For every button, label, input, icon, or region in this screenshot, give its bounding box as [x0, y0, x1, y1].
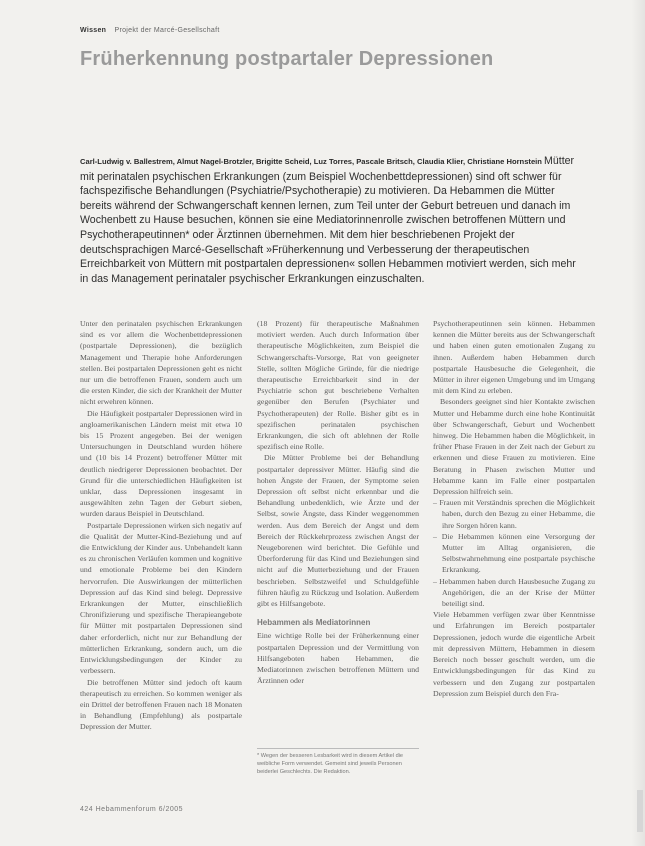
- body-paragraph: Die Mütter Probleme bei der Behandlung postpartaler depressiver Mütter. Häufig sind die hohen Ängste der Frauen, der Symptome seien Depression oft selbst nicht erkennbar und die Behandlung unbedenklich, wie Ärzte und der Selbst, sowie Ängste, dass Kinder weggenommen werden. Aus dem Bereich der Angst und dem Bereich der Rückkehrprozess zwischen Angst der Neugeborenen wird berichtet. Die Gefühle und Überforderung für das Kind und Beziehungen sind nicht auf die Mutterbeziehung und der Frauen beschrieben. Selbstzweifel und Schuldgefühle führen häufig zu Rückzug und Isolation. Außerdem gibt es Hilfsangebote.: [257, 453, 419, 609]
- article-title: Früherkennung postpartaler Depressionen: [80, 48, 494, 70]
- body-paragraph: Psychotherapeutinnen sein können. Hebammen kennen die Mütter bereits aus der Schwangerschaft und haben einen guten emotionalen Zugang zu ihnen. Außerdem haben Hebammen durch postpartale Hausbesuche die Gelegenheit, die Mütter in ihrer eigenen Umgebung und im Umgang mit dem Kind zu erleben.: [433, 319, 595, 396]
- column-1: [80, 318, 242, 733]
- body-paragraph: Postpartale Depressionen wirken sich negativ auf die Qualität der Mutter-Kind-Beziehung und auf die Entwicklung der Kinder aus. Unbehandelt kann es zu chronischen Verläufen kommen und kognitive und emotionale Probleme bei den Kindern hervorrufen. Die Auswirkungen der mütterlichen Depression auf das Kind sind belegt. Depressive Erkrankungen der Mutter, einschließlich Chronifizierung und spezifische Therapieangebote für Mütter mit postpartalen Depressionen sind daher erforderlich, nicht nur zur Behandlung der mütterlichen Erkrankung, sondern auch, um die Entwicklungsbedingungen der Kinder zu verbessern.: [80, 520, 242, 676]
- bullet-item: – Frauen mit Verständnis sprechen die Möglichkeit haben, durch den Bezug zu einer Hebamme, die ihre Sorgen hören kann.: [433, 497, 595, 531]
- body-paragraph: Viele Hebammen verfügen zwar über Kenntnisse und Erfahrungen im Bereich postpartaler Depressionen, jedoch wurde die eigentliche Arbeit mit depressiven Müttern, Hebammen in diesem Bereich noch besser geschult werden, um die Entwicklungsbedingungen für das Kind zu verbessern und den Zugang zur postpartalen Depression zum Beispiel durch den Fra-: [433, 610, 595, 698]
- lead-paragraph: [80, 154, 580, 286]
- column-2: [257, 318, 419, 687]
- body-paragraph: Unter den perinatalen psychischen Erkrankungen sind es vor allem die Wochenbettdepressionen (postpartale Depressionen), die bezüglich Management und Therapie hohe Anforderungen stellen. Bei postpartalen Depressionen geht es nicht nur um die betroffenen Frauen, sondern auch um die ersten Kinder, die sich der Krankheit der Mutter nicht erwehren können.: [80, 319, 242, 407]
- author-list: Carl-Ludwig v. Ballestrem, Almut Nagel-Brotzler, Brigitte Scheid, Luz Torres, Pascale Britsch, Claudia Klier, Christiane Hornstein: [80, 157, 545, 166]
- body-paragraph: (18 Prozent) für therapeutische Maßnahmen motiviert werden. Auch durch Information über therapeutische Möglichkeiten, zum Beispiel die Schwangerschafts-Vorsorge, Rat von geeigneter Stelle, sollten Mögliche Gründe, für die niedrige therapeutische Erreichbarkeit sind in der Psychiatrie schon gut beschriebene Verhalten gegenüber den Berufen (Psychiater und Psychotherapeuten) der Rolle. Bisher gibt es in spezifischen perinatalen psychischen Erkrankungen, die sich oft ablehnen der Rolle spezifisch eine Rolle.: [257, 319, 419, 452]
- body-paragraph: Eine wichtige Rolle bei der Früherkennung einer postpartalen Depression und der Vermittlung von Hilfsangeboten haben Hebammen, die Mediatorinnen zwischen betroffenen Müttern und Ärztinnen oder: [257, 631, 419, 686]
- body-paragraph: Die Häufigkeit postpartaler Depressionen wird in angloamerikanischen Ländern meist mit etwa 10 bis 15 Prozent angegeben. Bei der wenigen Untersuchungen in Deutschland wurden höhere und (10 bis 14 Prozent) betroffener Mütter mit deutlich niedrigerer Depressionen beobachtet. Der Grund für die unterschiedlichen Häufigkeiten ist unklar, dass Depressionen insgesamt in ausgewählten zehn Tagen der Geburt sieben, wurden daraus Beispiel in Deutschland.: [80, 408, 242, 519]
- section-label: Wissen: [80, 27, 107, 34]
- body-paragraph: Besonders geeignet sind hier Kontakte zwischen Mutter und Hebamme durch eine hohe Kontinuität über Schwangerschaft, Geburt und Wochenbett hinweg. Die Hebammen haben die Möglichkeit, in früher Phase Frauen in der Zeit nach der Geburt zu erkennen und diese Frauen zu motivieren. Eine Beratung in Phasen zwischen Mutter und Hebamme kann im Falle einer postpartalen Depression hilfreich sein.: [433, 397, 595, 497]
- section-kicker: [80, 27, 220, 34]
- page-footer: 424 Hebammenforum 6/2005: [80, 806, 184, 813]
- bullet-list: [433, 497, 595, 609]
- page-edge-shadow: [631, 0, 645, 846]
- bullet-item: – Die Hebammen können eine Versorgung der Mutter im Alltag organisieren, die Selbstwahrnehmung eine postpartale psychische Erkrankung.: [433, 531, 595, 576]
- lead-text: Mütter mit perinatalen psychischen Erkrankungen (zum Beispiel Wochenbettdepressionen) sind oft schwer für fachspezifische Behandlungen (Psychiatrie/Psychotherapie) zu motivieren. Da Hebammen die Mütter bereits während der Schwangerschaft kennen lernen, zum Teil unter der Geburt betreuen und danach im Wochenbett zu Hause besuchen, können sie eine Mediatorinnenrolle zwischen betroffenen Müttern und Psychotherapeutinnen* oder Ärztinnen übernehmen. Mit dem hier beschriebenen Projekt der deutschsprachigen Marcé-Gesellschaft »Früherkennung und Verbesserung der therapeutischen Erreichbarkeit von Müttern mit postpartalen depressionen« sollen Hebammen motiviert werden, sich mehr in das Management perinataler psychischer Erkrankungen einzuschalten.: [80, 155, 576, 285]
- section-subheading: Hebammen als Mediatorinnen: [257, 618, 371, 628]
- bullet-item: – Hebammen haben durch Hausbesuche Zugang zu Angehörigen, die an der Krise der Mütter beteiligt sind.: [433, 576, 595, 610]
- body-paragraph: Die betroffenen Mütter sind jedoch oft kaum therapeutisch zu erreichen. So kommen weniger als ein Drittel der betroffenen Frauen nach 18 Monaten in Behandlung (Empfehlung) als postpartale Depression der Mutter.: [80, 677, 242, 732]
- page-edge-tab: [637, 790, 643, 832]
- project-label: Projekt der Marcé-Gesellschaft: [114, 27, 220, 34]
- column-3: [433, 318, 595, 699]
- footnote: * Wegen der besseren Lesbarkeit wird in diesem Artikel die weibliche Form verwendet. Gemeint sind jeweils Personen beiderlei Geschlechts. Die Redaktion.: [257, 748, 419, 776]
